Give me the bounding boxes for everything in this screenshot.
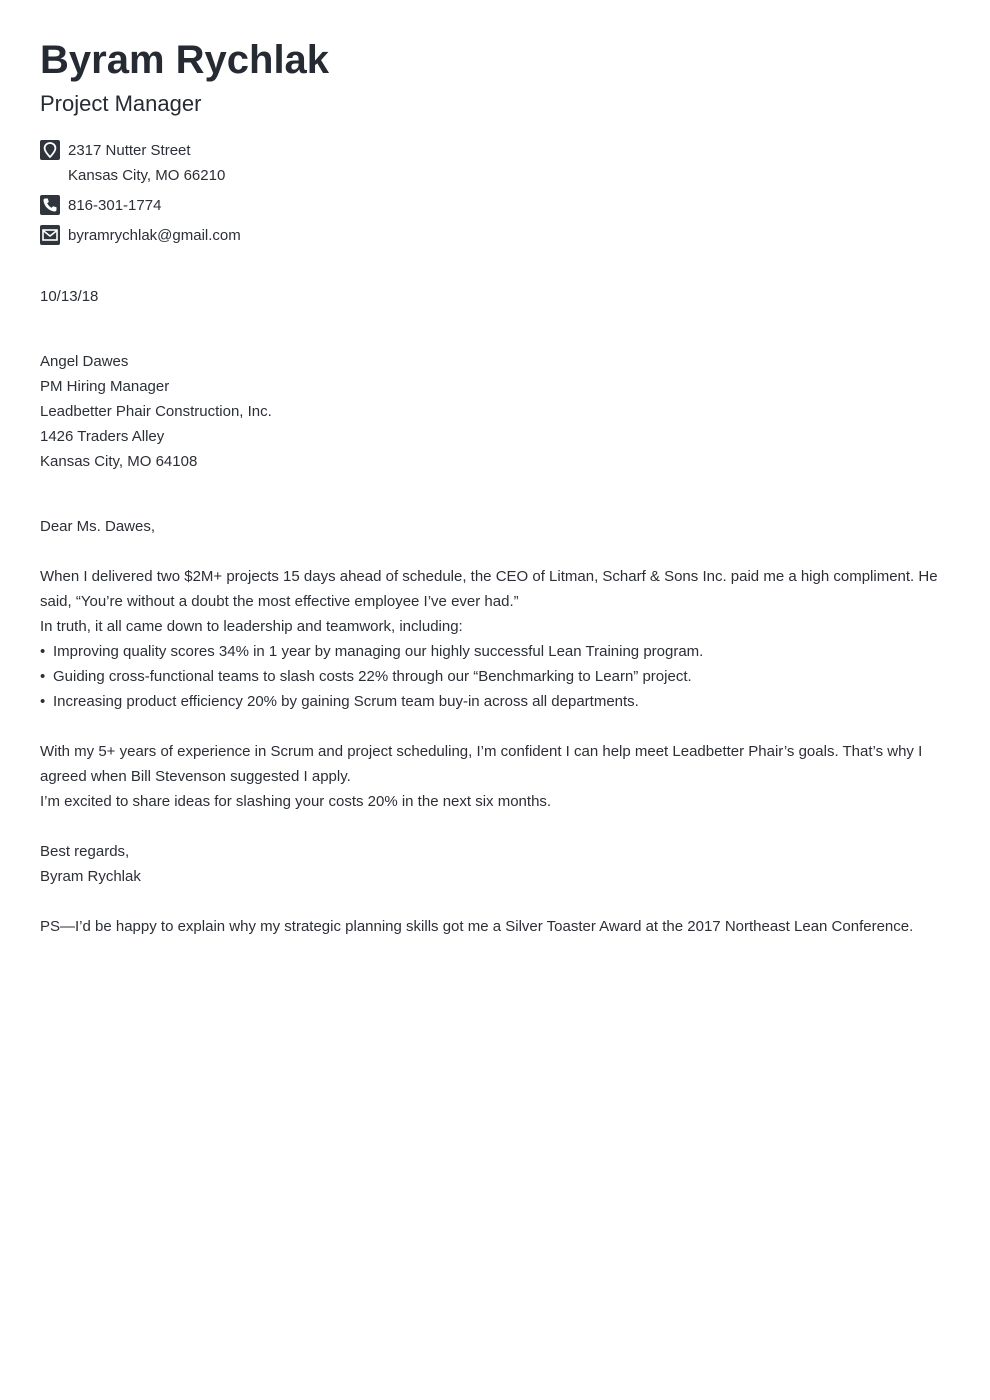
phone-number: 816-301-1774 [68, 197, 162, 214]
intro-paragraph [40, 564, 945, 714]
envelope-icon [40, 225, 60, 245]
recipient-name: Angel Dawes [40, 353, 129, 370]
body-paragraph [40, 739, 945, 814]
job-title: Project Manager [40, 91, 202, 116]
list-item: • Improving quality scores 34% in 1 year by managing our highly successful Lean Training program. [40, 639, 945, 664]
lead-in-text: In truth, it all came down to leadership and teamwork, including: [40, 618, 463, 635]
list-item: • Guiding cross-functional teams to slash costs 22% through our “Benchmarking to Learn” project. [40, 664, 945, 689]
recipient-city: Kansas City, MO 64108 [40, 453, 198, 470]
phone-icon [40, 195, 60, 215]
body-text-2: I’m excited to share ideas for slashing your costs 20% in the next six months. [40, 793, 552, 810]
address-line-1: 2317 Nutter Street [68, 142, 191, 159]
closing-block [40, 839, 945, 889]
body-text: With my 5+ years of experience in Scrum and project scheduling, I’m confident I can help meet Leadbetter Phair’s goals. That’s why I agreed when Bill Stevenson suggested I apply. [40, 743, 923, 785]
contact-block [40, 138, 950, 248]
recipient-title: PM Hiring Manager [40, 378, 170, 395]
recipient-street: 1426 Traders Alley [40, 428, 165, 445]
contact-email [40, 223, 950, 248]
contact-address [40, 138, 950, 188]
postscript: PS—I’d be happy to explain why my strategic planning skills got me a Silver Toaster Award at the 2017 Northeast Lean Conference. [40, 918, 914, 935]
applicant-name: Byram Rychlak [40, 38, 330, 82]
closing: Best regards, [40, 843, 130, 860]
email-address: byramrychlak@gmail.com [68, 227, 241, 244]
greeting: Dear Ms. Dawes, [40, 518, 156, 535]
recipient-company: Leadbetter Phair Construction, Inc. [40, 403, 272, 420]
location-pin-icon [40, 140, 60, 160]
recipient-block [40, 349, 950, 474]
signature-name: Byram Rychlak [40, 868, 141, 885]
letter-date: 10/13/18 [40, 288, 99, 305]
intro-text: When I delivered two $2M+ projects 15 days ahead of schedule, the CEO of Litman, Scharf & Sons Inc. paid me a high compliment. He said, “You’re without a doubt the most effective employee I’ve ever had.” [40, 568, 938, 610]
address-line-2: Kansas City, MO 66210 [68, 167, 226, 184]
list-item: • Increasing product efficiency 20% by gaining Scrum team buy-in across all departments. [40, 689, 945, 714]
contact-phone [40, 193, 950, 218]
achievement-list [40, 639, 945, 714]
